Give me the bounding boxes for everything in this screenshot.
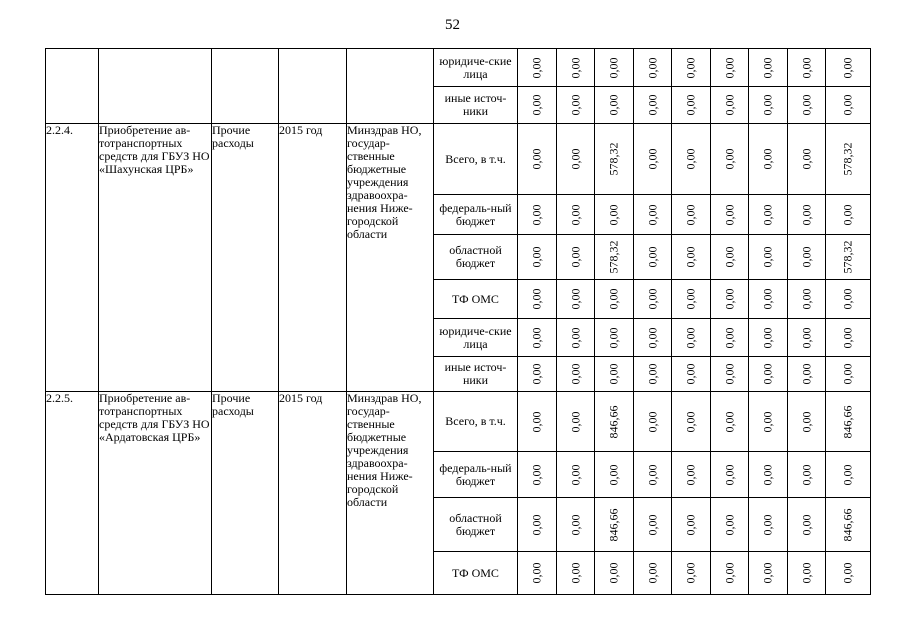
value-cell bbox=[711, 124, 749, 195]
value-text: 0,00 bbox=[760, 562, 775, 584]
item-name: Приобретение ав-тотранспортных средств для ГБУЗ НО «Шахунская ЦРБ» bbox=[99, 124, 212, 392]
value-text: 0,00 bbox=[529, 148, 544, 170]
value-text: 0,00 bbox=[840, 562, 855, 584]
item-name: Приобретение ав-тотранспортных средств для ГБУЗ НО «Ардатовская ЦРБ» bbox=[99, 392, 212, 595]
value-text: 0,00 bbox=[683, 363, 698, 385]
value-text: 0,00 bbox=[606, 288, 621, 310]
value-text: 0,00 bbox=[529, 514, 544, 535]
value-cell bbox=[711, 498, 749, 552]
value-text: 0,00 bbox=[568, 411, 582, 432]
value-text: 0,00 bbox=[799, 94, 813, 116]
value-text: 0,00 bbox=[840, 464, 855, 485]
value-cell bbox=[788, 280, 826, 319]
value-cell bbox=[518, 235, 557, 280]
value-text: 578,32 bbox=[606, 142, 621, 176]
value-text: 0,00 bbox=[722, 411, 736, 432]
value-cell bbox=[518, 392, 557, 452]
value-text: 0,00 bbox=[799, 327, 813, 348]
value-text: 0,00 bbox=[683, 411, 698, 432]
name-cell bbox=[99, 49, 212, 124]
value-cell bbox=[518, 552, 557, 595]
value-cell bbox=[518, 357, 557, 392]
value-cell bbox=[672, 552, 711, 595]
value-cell bbox=[826, 49, 871, 87]
value-cell bbox=[749, 319, 788, 357]
value-cell bbox=[557, 49, 595, 87]
value-cell bbox=[788, 392, 826, 452]
value-text: 0,00 bbox=[568, 246, 582, 268]
table-row bbox=[46, 124, 871, 195]
value-cell bbox=[595, 452, 634, 498]
value-cell bbox=[749, 235, 788, 280]
value-text: 0,00 bbox=[568, 327, 582, 348]
value-cell bbox=[711, 319, 749, 357]
source-cell: ТФ ОМС bbox=[434, 280, 518, 319]
value-text: 0,00 bbox=[606, 94, 621, 116]
value-cell bbox=[634, 552, 672, 595]
value-cell bbox=[672, 319, 711, 357]
source-cell: ТФ ОМС bbox=[434, 552, 518, 595]
value-cell bbox=[518, 280, 557, 319]
value-cell bbox=[711, 452, 749, 498]
value-text: 0,00 bbox=[568, 148, 582, 170]
type-cell bbox=[212, 49, 279, 124]
value-text: 0,00 bbox=[683, 148, 698, 170]
executor-cell bbox=[347, 49, 434, 124]
value-cell bbox=[518, 498, 557, 552]
value-text: 0,00 bbox=[683, 562, 698, 584]
value-text: 0,00 bbox=[760, 288, 775, 310]
value-text: 0,00 bbox=[760, 148, 775, 170]
value-text: 0,00 bbox=[529, 411, 544, 432]
value-cell bbox=[711, 87, 749, 124]
value-text: 578,32 bbox=[606, 240, 621, 274]
source-cell: юридиче-ские лица bbox=[434, 49, 518, 87]
value-text: 0,00 bbox=[683, 514, 698, 535]
value-cell bbox=[672, 87, 711, 124]
value-text: 0,00 bbox=[840, 363, 855, 385]
value-cell bbox=[711, 552, 749, 595]
value-text: 0,00 bbox=[645, 562, 659, 584]
value-cell bbox=[788, 49, 826, 87]
value-cell bbox=[826, 552, 871, 595]
source-cell: иные источ-ники bbox=[434, 357, 518, 392]
value-cell bbox=[672, 452, 711, 498]
value-cell bbox=[518, 452, 557, 498]
value-cell bbox=[672, 195, 711, 235]
page-number: 52 bbox=[445, 17, 460, 33]
value-text: 0,00 bbox=[645, 464, 659, 485]
value-text: 0,00 bbox=[683, 464, 698, 485]
value-cell bbox=[826, 235, 871, 280]
value-cell bbox=[826, 87, 871, 124]
value-text: 0,00 bbox=[529, 57, 544, 78]
value-cell bbox=[711, 49, 749, 87]
value-text: 0,00 bbox=[683, 246, 698, 268]
value-cell bbox=[788, 452, 826, 498]
value-text: 0,00 bbox=[760, 411, 775, 432]
value-cell bbox=[595, 498, 634, 552]
value-text: 0,00 bbox=[568, 57, 582, 78]
value-cell bbox=[634, 452, 672, 498]
value-cell bbox=[634, 392, 672, 452]
value-text: 0,00 bbox=[529, 204, 544, 225]
value-cell bbox=[788, 124, 826, 195]
value-text: 0,00 bbox=[722, 562, 736, 584]
value-cell bbox=[634, 357, 672, 392]
value-cell bbox=[518, 195, 557, 235]
value-cell bbox=[749, 87, 788, 124]
value-text: 0,00 bbox=[799, 514, 813, 535]
value-text: 0,00 bbox=[799, 562, 813, 584]
value-cell bbox=[595, 552, 634, 595]
value-cell bbox=[788, 235, 826, 280]
value-text: 0,00 bbox=[722, 246, 736, 268]
value-cell bbox=[634, 124, 672, 195]
item-executor: Минздрав НО, государ-ственные бюджетные учреждения здравоохра-нения Ниже-городской области bbox=[347, 124, 434, 392]
value-cell bbox=[749, 498, 788, 552]
value-text: 0,00 bbox=[606, 562, 621, 584]
value-text: 0,00 bbox=[722, 327, 736, 348]
value-text: 0,00 bbox=[683, 94, 698, 116]
value-cell bbox=[557, 392, 595, 452]
value-cell bbox=[595, 87, 634, 124]
value-text: 0,00 bbox=[799, 246, 813, 268]
value-text: 0,00 bbox=[529, 94, 544, 116]
value-cell bbox=[518, 87, 557, 124]
value-cell bbox=[634, 87, 672, 124]
value-text: 578,32 bbox=[840, 142, 855, 176]
source-cell: Всего, в т.ч. bbox=[434, 124, 518, 195]
value-text: 0,00 bbox=[568, 514, 582, 535]
value-text: 0,00 bbox=[722, 288, 736, 310]
value-cell bbox=[634, 195, 672, 235]
value-text: 0,00 bbox=[645, 411, 659, 432]
value-text: 0,00 bbox=[606, 204, 621, 225]
value-cell bbox=[672, 49, 711, 87]
value-cell bbox=[672, 392, 711, 452]
value-cell bbox=[749, 124, 788, 195]
value-text: 0,00 bbox=[760, 464, 775, 485]
value-cell bbox=[672, 498, 711, 552]
value-cell bbox=[826, 452, 871, 498]
value-text: 846,66 bbox=[606, 508, 621, 541]
value-text: 0,00 bbox=[840, 327, 855, 348]
value-text: 0,00 bbox=[645, 148, 659, 170]
value-text: 0,00 bbox=[760, 204, 775, 225]
value-cell bbox=[557, 357, 595, 392]
value-text: 0,00 bbox=[722, 57, 736, 78]
value-text: 846,66 bbox=[840, 405, 855, 438]
value-cell bbox=[557, 124, 595, 195]
value-cell bbox=[826, 280, 871, 319]
value-cell bbox=[711, 280, 749, 319]
budget-table bbox=[45, 48, 871, 595]
value-cell bbox=[749, 392, 788, 452]
value-text: 0,00 bbox=[568, 363, 582, 385]
value-cell bbox=[557, 87, 595, 124]
value-cell bbox=[749, 280, 788, 319]
value-cell bbox=[672, 124, 711, 195]
value-cell bbox=[518, 319, 557, 357]
value-cell bbox=[788, 357, 826, 392]
value-text: 0,00 bbox=[606, 464, 621, 485]
value-cell bbox=[557, 235, 595, 280]
value-text: 0,00 bbox=[799, 288, 813, 310]
source-cell: областной бюджет bbox=[434, 235, 518, 280]
value-text: 0,00 bbox=[760, 514, 775, 535]
value-text: 0,00 bbox=[683, 327, 698, 348]
code-cell bbox=[46, 49, 99, 124]
value-cell bbox=[749, 49, 788, 87]
value-cell bbox=[595, 357, 634, 392]
value-text: 0,00 bbox=[606, 363, 621, 385]
expense-type: Прочие расходы bbox=[212, 124, 279, 392]
item-executor: Минздрав НО, государ-ственные бюджетные учреждения здравоохра-нения Ниже-городской области bbox=[347, 392, 434, 595]
value-text: 0,00 bbox=[760, 327, 775, 348]
source-cell: иные источ-ники bbox=[434, 87, 518, 124]
value-cell bbox=[557, 319, 595, 357]
value-text: 0,00 bbox=[645, 327, 659, 348]
value-cell bbox=[788, 195, 826, 235]
value-text: 0,00 bbox=[645, 94, 659, 116]
value-text: 0,00 bbox=[645, 288, 659, 310]
value-cell bbox=[826, 392, 871, 452]
value-cell bbox=[672, 357, 711, 392]
value-text: 0,00 bbox=[760, 363, 775, 385]
value-cell bbox=[826, 357, 871, 392]
value-cell bbox=[634, 235, 672, 280]
value-text: 0,00 bbox=[645, 246, 659, 268]
value-text: 0,00 bbox=[529, 327, 544, 348]
value-text: 0,00 bbox=[606, 57, 621, 78]
value-text: 0,00 bbox=[606, 327, 621, 348]
value-text: 846,66 bbox=[840, 508, 855, 541]
table-row bbox=[46, 392, 871, 452]
value-text: 0,00 bbox=[683, 288, 698, 310]
value-cell bbox=[557, 280, 595, 319]
year-cell bbox=[279, 49, 347, 124]
value-cell bbox=[749, 452, 788, 498]
value-text: 0,00 bbox=[645, 363, 659, 385]
value-cell bbox=[672, 235, 711, 280]
value-text: 0,00 bbox=[568, 562, 582, 584]
value-cell bbox=[557, 452, 595, 498]
value-cell bbox=[595, 195, 634, 235]
expense-type: Прочие расходы bbox=[212, 392, 279, 595]
value-text: 0,00 bbox=[840, 57, 855, 78]
value-text: 0,00 bbox=[799, 411, 813, 432]
value-text: 0,00 bbox=[760, 94, 775, 116]
value-text: 0,00 bbox=[568, 288, 582, 310]
item-code: 2.2.4. bbox=[46, 124, 99, 392]
value-cell bbox=[711, 357, 749, 392]
value-text: 0,00 bbox=[840, 94, 855, 116]
value-cell bbox=[749, 357, 788, 392]
value-text: 0,00 bbox=[840, 204, 855, 225]
item-year: 2015 год bbox=[279, 124, 347, 392]
value-text: 0,00 bbox=[722, 94, 736, 116]
table-row bbox=[46, 49, 871, 87]
value-text: 0,00 bbox=[529, 464, 544, 485]
value-cell bbox=[672, 280, 711, 319]
value-cell bbox=[595, 124, 634, 195]
value-cell bbox=[826, 498, 871, 552]
value-text: 0,00 bbox=[722, 204, 736, 225]
value-cell bbox=[518, 124, 557, 195]
source-cell: федераль-ный бюджет bbox=[434, 195, 518, 235]
value-cell bbox=[595, 392, 634, 452]
value-text: 0,00 bbox=[529, 562, 544, 584]
value-text: 0,00 bbox=[760, 246, 775, 268]
value-text: 0,00 bbox=[529, 363, 544, 385]
value-text: 0,00 bbox=[568, 204, 582, 225]
value-cell bbox=[595, 319, 634, 357]
value-text: 0,00 bbox=[722, 464, 736, 485]
value-text: 0,00 bbox=[799, 204, 813, 225]
value-text: 0,00 bbox=[799, 57, 813, 78]
value-cell bbox=[788, 498, 826, 552]
value-text: 0,00 bbox=[840, 288, 855, 310]
value-cell bbox=[595, 49, 634, 87]
value-text: 846,66 bbox=[606, 405, 621, 438]
value-cell bbox=[634, 319, 672, 357]
value-cell bbox=[557, 498, 595, 552]
value-cell bbox=[557, 195, 595, 235]
value-text: 0,00 bbox=[799, 363, 813, 385]
value-cell bbox=[518, 49, 557, 87]
item-year: 2015 год bbox=[279, 392, 347, 595]
source-cell: областной бюджет bbox=[434, 498, 518, 552]
item-code: 2.2.5. bbox=[46, 392, 99, 595]
source-cell: Всего, в т.ч. bbox=[434, 392, 518, 452]
value-text: 0,00 bbox=[683, 57, 698, 78]
source-cell: федераль-ный бюджет bbox=[434, 452, 518, 498]
value-text: 0,00 bbox=[529, 246, 544, 268]
value-cell bbox=[711, 195, 749, 235]
value-cell bbox=[826, 195, 871, 235]
source-cell: юридиче-ские лица bbox=[434, 319, 518, 357]
value-text: 0,00 bbox=[645, 57, 659, 78]
value-cell bbox=[634, 498, 672, 552]
value-cell bbox=[557, 552, 595, 595]
value-text: 0,00 bbox=[799, 464, 813, 485]
value-text: 0,00 bbox=[722, 148, 736, 170]
value-cell bbox=[749, 195, 788, 235]
value-cell bbox=[749, 552, 788, 595]
value-text: 0,00 bbox=[722, 363, 736, 385]
value-cell bbox=[788, 87, 826, 124]
value-text: 0,00 bbox=[645, 204, 659, 225]
value-cell bbox=[711, 392, 749, 452]
value-text: 0,00 bbox=[799, 148, 813, 170]
value-text: 578,32 bbox=[840, 240, 855, 274]
value-cell bbox=[595, 280, 634, 319]
value-cell bbox=[634, 49, 672, 87]
value-text: 0,00 bbox=[760, 57, 775, 78]
value-text: 0,00 bbox=[683, 204, 698, 225]
value-cell bbox=[711, 235, 749, 280]
value-text: 0,00 bbox=[722, 514, 736, 535]
value-cell bbox=[788, 552, 826, 595]
value-cell bbox=[826, 319, 871, 357]
value-cell bbox=[634, 280, 672, 319]
value-cell bbox=[595, 235, 634, 280]
value-text: 0,00 bbox=[568, 464, 582, 485]
value-cell bbox=[788, 319, 826, 357]
value-text: 0,00 bbox=[645, 514, 659, 535]
value-text: 0,00 bbox=[568, 94, 582, 116]
value-cell bbox=[826, 124, 871, 195]
value-text: 0,00 bbox=[529, 288, 544, 310]
